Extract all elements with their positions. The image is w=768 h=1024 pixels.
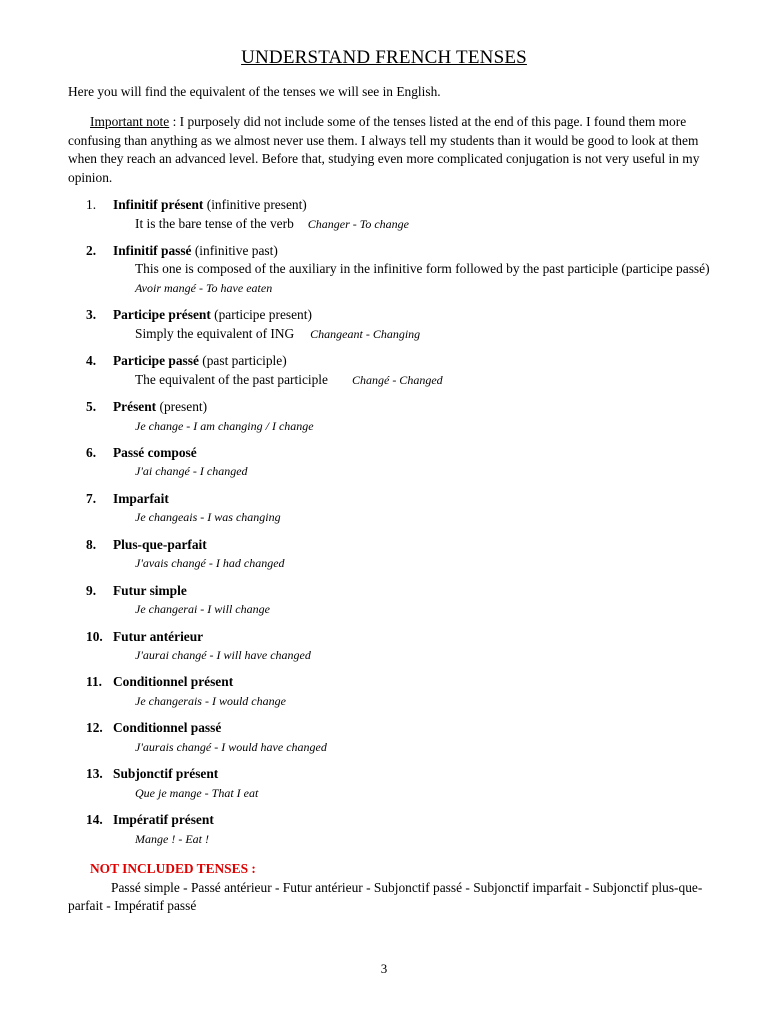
tense-item-1 [68,196,728,233]
tense-name: Participe présent [113,307,211,323]
tense-number: 13. [86,766,103,782]
tense-example: J'aurais changé - I would have changed [135,739,327,754]
tense-number: 7. [86,490,97,506]
not-included-title: NOT INCLUDED TENSES : [90,861,256,876]
tense-number: 2. [86,242,97,258]
tense-example: J'ai changé - I changed [135,464,248,479]
intro-paragraph: Here you will find the equivalent of the tenses we will see in English. [68,84,441,99]
tense-name: Infinitif passé [113,242,192,258]
tense-number: 3. [86,307,97,323]
tense-item-2 [68,242,728,298]
tense-description: It is the bare tense of the verb [135,215,294,231]
tense-name: Subjonctif présent [113,766,219,782]
tense-item-11 [68,673,728,710]
tense-english: (past participle) [198,353,287,369]
tense-name: Infinitif présent [113,197,204,212]
tense-number: 5. [86,399,97,415]
page-number: 3 [380,961,388,976]
tense-item-10 [68,628,728,665]
tense-english: (infinitive present) [203,197,307,212]
tense-number: 14. [86,812,103,828]
tense-example: Changer - To change [307,216,409,231]
tense-name: Conditionnel présent [113,674,234,690]
tense-name: Impératif présent [113,812,214,828]
tense-example: J'avais changé - I had changed [135,556,285,571]
tense-name: Futur simple [113,582,187,598]
tense-item-14 [68,811,728,848]
tense-example: J'aurai changé - I will have changed [135,648,311,663]
tense-item-12 [68,719,728,756]
tense-number: 1. [86,197,97,212]
tense-item-6 [68,444,728,481]
tense-example: Mange ! - Eat ! [135,831,209,846]
page-title: UNDERSTAND FRENCH TENSES [241,47,527,68]
important-note-text: : I purposely did not include some of the tenses listed at the end of this page. I found them more confusing than anything as we almost never use them. I always tell my students than it would be good to look at them when they reach an advanced level. Before that, studying even more complicated conjugation is not very useful in my opinion. [68,114,700,186]
tense-number: 9. [86,582,97,598]
tense-description: This one is composed of the auxiliary in the infinitive form followed by the past participle (participe passé) [135,261,710,277]
tense-number: 11. [86,674,102,690]
tense-number: 6. [86,444,97,460]
tense-item-9 [68,582,728,619]
tense-english: (participe present) [210,307,312,323]
tense-description: Simply the equivalent of ING [135,325,295,341]
tense-item-13 [68,765,728,802]
tense-example: Changé - Changed [351,372,443,387]
tense-english: (present) [156,399,208,415]
tense-item-4 [68,352,728,389]
tense-example: Je changeais - I was changing [135,510,281,525]
tense-item-3 [68,306,728,343]
tense-name: Passé composé [113,444,197,460]
tense-english: (infinitive past) [191,242,278,258]
tense-example: Je changerais - I would change [135,693,286,708]
tense-name: Participe passé [113,353,199,369]
tense-item-5 [68,398,728,435]
tense-number: 8. [86,536,97,552]
important-note-label: Important note [90,114,170,129]
tense-name: Plus-que-parfait [113,536,207,552]
tense-example: Avoir mangé - To have eaten [135,280,273,295]
important-note [68,113,720,188]
tense-description: The equivalent of the past participle [135,371,328,387]
tense-example: Je change - I am changing / I change [135,418,314,433]
tense-item-7 [68,490,728,527]
tense-example: Je changerai - I will change [135,602,270,617]
tense-name: Imparfait [113,490,169,506]
tense-number: 4. [86,353,97,369]
tense-example: Que je mange - That I eat [135,785,259,800]
tense-number: 12. [86,720,103,736]
not-included-section [68,860,730,916]
tense-name: Futur antérieur [113,628,204,644]
tense-example: Changeant - Changing [310,326,421,341]
tense-number: 10. [86,628,103,644]
tense-item-8 [68,536,728,573]
tense-name: Conditionnel passé [113,720,222,736]
tenses-list [68,196,728,857]
tense-name: Présent [113,399,157,415]
not-included-text: Passé simple - Passé antérieur - Futur antérieur - Subjonctif passé - Subjonctif imparfait - Subjonctif plus-que-parfait - Impératif passé [68,879,703,913]
